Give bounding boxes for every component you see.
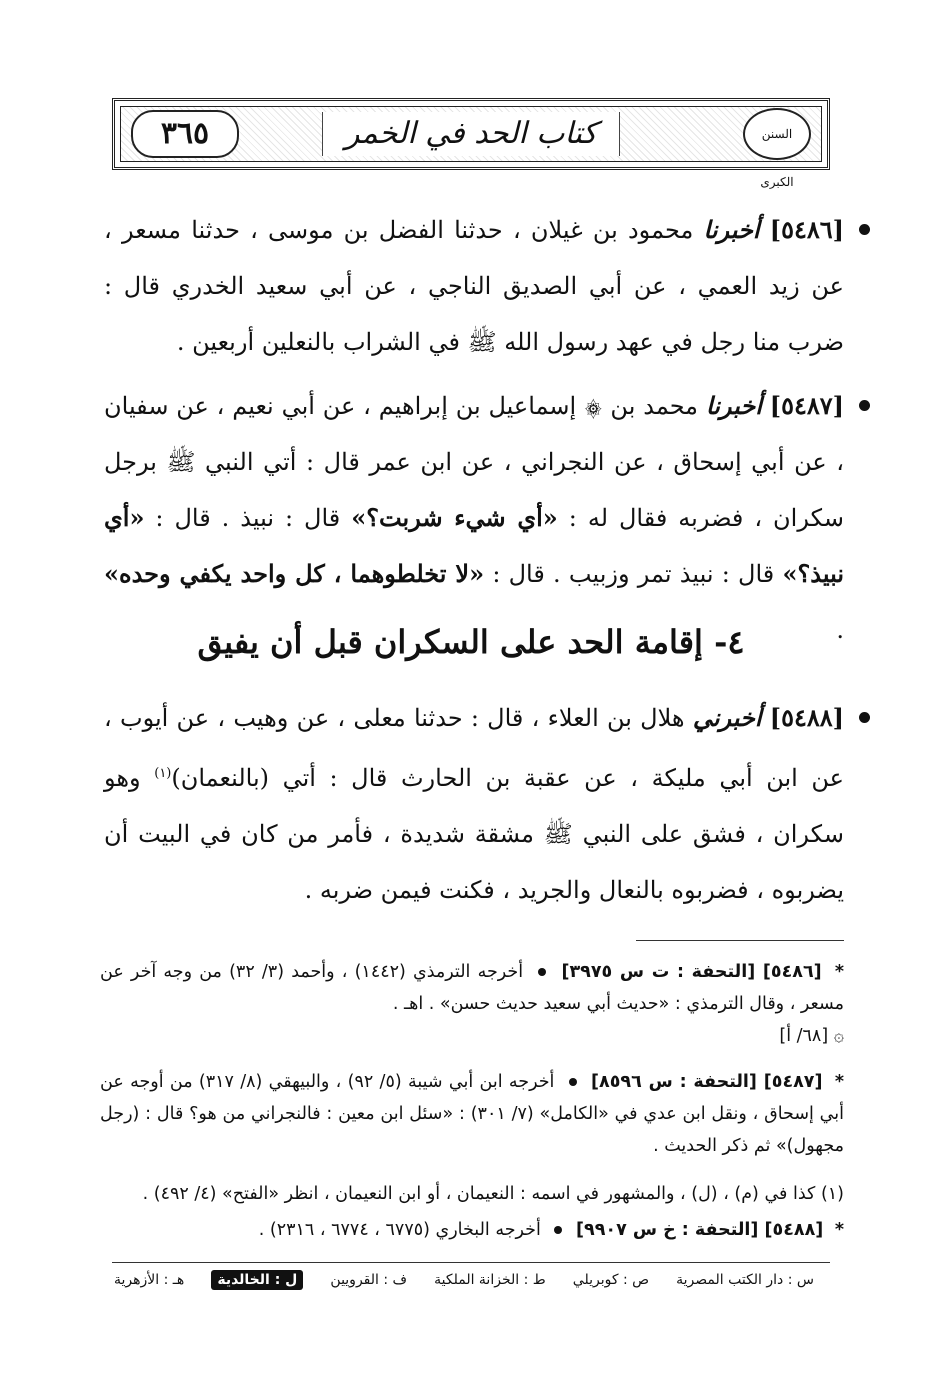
hadith-text: .: [836, 616, 844, 644]
hadith-5488: [104, 690, 844, 918]
hadith-number: [٥٤٨٨]: [769, 703, 844, 732]
footnote-ref: [٥٤٨٨] [التحفة : خ س ٩٩٠٧]: [576, 1220, 824, 1240]
hadith-opening: أخبرنا: [705, 391, 762, 420]
section-heading: ٤- إقامة الحد على السكران قبل أن يفيق: [197, 623, 745, 661]
hadith-number: [٥٤٨٧]: [769, 391, 844, 420]
legend-item: ف : القرويين: [330, 1272, 408, 1288]
hadith-opening: أخبرني: [692, 703, 762, 732]
hadith-opening: أخبرنا: [703, 215, 760, 244]
bullet-icon: [859, 224, 870, 235]
legend-item: ط : الخزانة الملكية: [434, 1272, 546, 1288]
bullet-icon: [859, 712, 870, 723]
footnote-text: كذا في (م) ، (ل) ، والمشهور في اسمه : النعيمان ، أو ابن النعيمان ، انظر «الفتح» (٤/ ٤٩٢) .: [142, 1184, 816, 1204]
star-icon: *: [834, 1220, 844, 1240]
logo-text: السنن الكبرى: [760, 127, 794, 189]
footnote-5487: [100, 1066, 844, 1162]
bullet-icon: [859, 400, 870, 411]
footnote-text: أخرجه ابن أبي شيبة (٥/ ٩٢) ، والبيهقي (٨/ ٣١٧) من أوجه عن أبي إسحاق ، ونقل ابن عدي في «الكامل» (٧/ ٣٠١) : «سئل ابن معين : فالنجراني من هو؟ قال : (رجل مجهول)» ثم ذكر الحديث .: [100, 1072, 844, 1156]
footnote-mark: (١): [820, 1184, 844, 1204]
manuscript-legend: [114, 1270, 814, 1290]
manuscript-folio: ۞ [٦٨/ أ]: [779, 1026, 844, 1046]
star-icon: *: [834, 962, 844, 982]
legend-item: هـ : الأزهرية: [114, 1272, 185, 1288]
hadith-text: قال : نبيذ . قال :: [155, 504, 341, 532]
hadith-text: محمود بن غيلان ، حدثنا الفضل بن موسى ، حدثنا مسعر ، عن زيد العمي ، عن أبي الصديق الناجي ، عن أبي سعيد الخدري قال : ضرب منا رجل في عهد رسول الله ﷺ في الشراب بالنعلين أربعين .: [104, 216, 844, 356]
footnote-5486: [100, 956, 844, 1052]
hadith-text: هلال بن العلاء ، قال : حدثنا معلى ، عن وهيب ، عن أيوب ، عن ابن أبي مليكة ، عن عقبة بن الحارث قال : أتي (بالنعمان): [104, 704, 844, 792]
dot-icon: [569, 1078, 577, 1086]
footnote-1: [100, 1178, 844, 1210]
prophet-quote: «لا تخلطوهما ، كل واحد يكفي وحده»: [104, 559, 485, 588]
hadith-text: محمد بن ۞ إسماعيل بن إبراهيم ، عن أبي نعيم ، عن سفيان ، عن أبي إسحاق ، عن النجراني ، عن ابن عمر قال : أتي النبي ﷺ برجل سكران ، فضربه فقال له :: [104, 392, 844, 532]
prophet-quote: «أي نبيذ؟»: [104, 503, 844, 588]
hadith-number: [٥٤٨٦]: [769, 215, 844, 244]
page-number: ٣٦٥: [131, 110, 239, 158]
footnote-5488: [100, 1214, 844, 1246]
dot-icon: [554, 1226, 562, 1234]
dot-icon: [538, 968, 546, 976]
prophet-quote: «أي شيء شربت؟»: [351, 503, 558, 532]
hadith-text: قال : نبيذ تمر وزبيب . قال :: [492, 560, 775, 588]
footnote-text: أخرجه الترمذي (١٤٤٢) ، وأحمد (٣/ ٣٢) من وجه آخر عن مسعر ، وقال الترمذي : «حديث أبي سعيد حديث حسن» . اهـ .: [100, 962, 844, 1014]
footnote-ref: [٥٤٨٦] [التحفة : ت س ٣٩٧٥]: [561, 962, 822, 982]
book-title: كتاب الحد في الخمر: [322, 112, 620, 156]
footnote-ref: [٥٤٨٧] [التحفة : س ٨٥٩٦]: [591, 1072, 823, 1092]
book-logo: [743, 108, 811, 189]
footnote-separator: [636, 940, 844, 941]
hadith-text: وهو سكران ، فشق على النبي ﷺ مشقة شديدة ، فأمر من كان في البيت أن يضربوه ، فضربوه بالنعال والجريد ، فكنت فيمن ضربه .: [104, 764, 844, 904]
page-header: [112, 98, 830, 189]
header-ornament: [120, 106, 822, 189]
legend-separator: [112, 1262, 830, 1263]
footnote-text: أخرجه البخاري (٦٧٧٥ ، ٦٧٧٤ ، ٢٣١٦) .: [258, 1220, 541, 1240]
legend-item: ص : كوبريلي: [572, 1272, 650, 1288]
star-icon: *: [834, 1072, 844, 1092]
legend-item: س : دار الكتب المصرية: [676, 1272, 814, 1288]
hadith-5486: [104, 202, 844, 370]
legend-item-highlighted: ل : الخالدية: [211, 1270, 303, 1290]
footnote-mark: (١): [154, 766, 172, 781]
